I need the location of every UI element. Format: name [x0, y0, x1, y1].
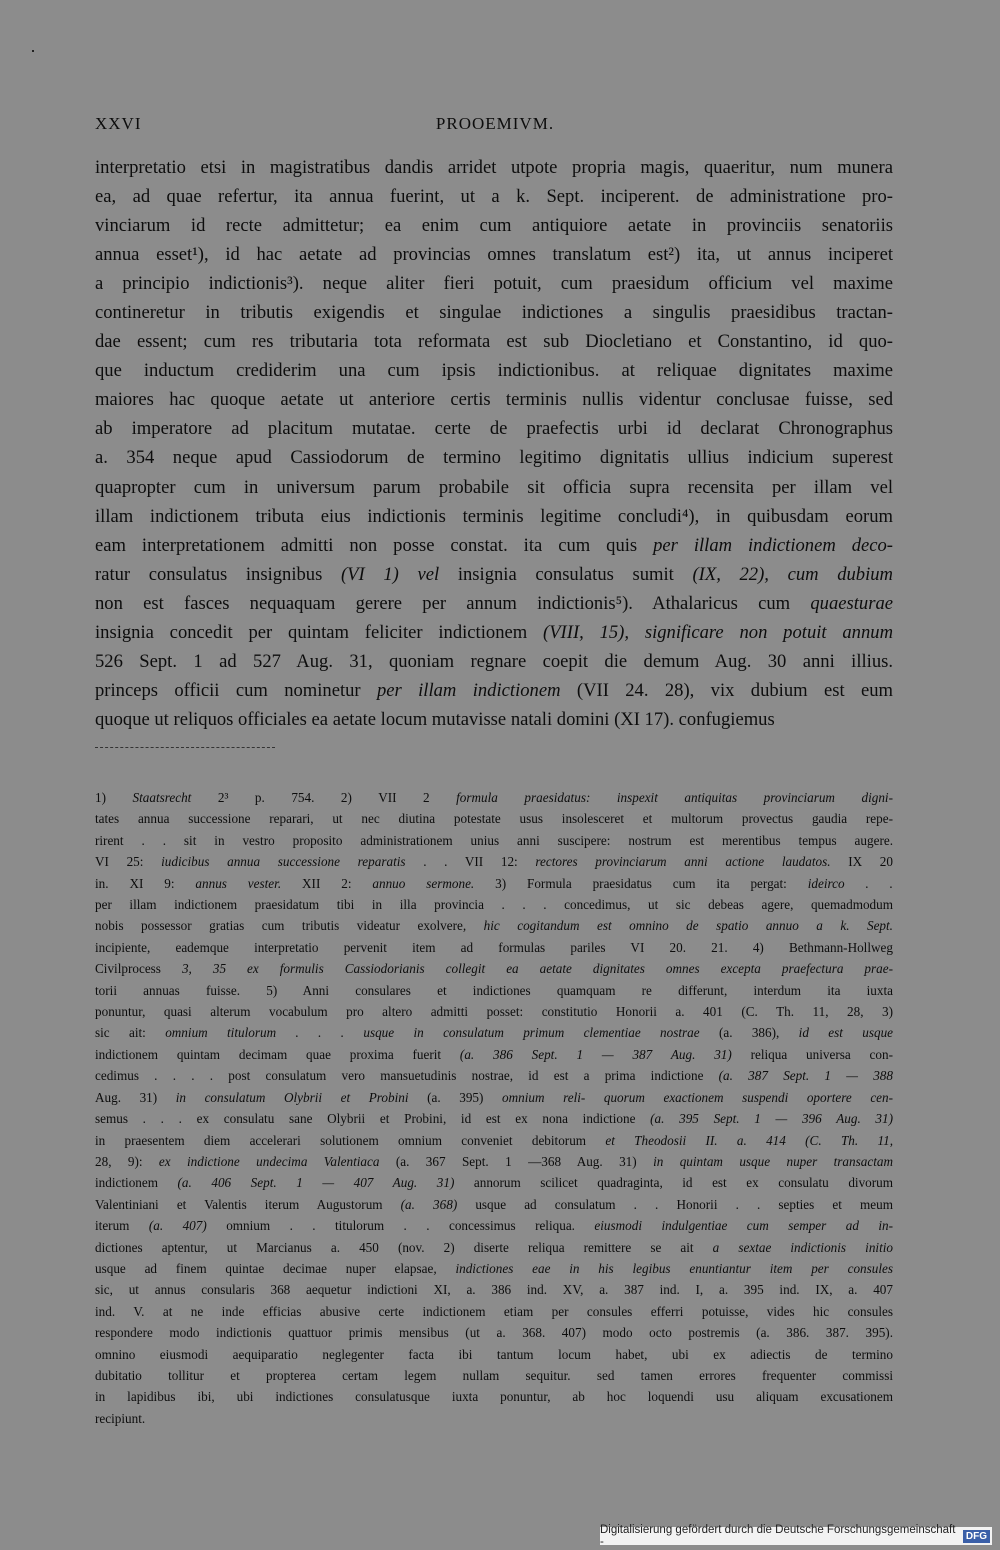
- text-segment: interpretatio etsi in magistratibus dandis arridet utpote propria magis, quaeritur, num munera: [95, 157, 893, 178]
- italic-segment: ideirco . .: [807, 875, 893, 891]
- italic-segment: et Theodosii II. a. 414 (C. Th. 11,: [586, 1132, 893, 1148]
- text-line: [95, 473, 893, 502]
- text-segment: maiores hac quoque aetate ut anteriore certis terminis nullis videntur conclusae fuisse, sed: [95, 389, 893, 411]
- italic-segment: in consulatum Olybrii et Probini: [175, 1089, 409, 1105]
- text-segment: in. XI 9:: [95, 875, 196, 891]
- text-segment: reliqua universa con-: [750, 1046, 893, 1062]
- text-line: [95, 356, 893, 385]
- text-segment: dubitatio tollitur et propterea certam legem nullam sequitur. sed tamen errores frequenter commissi: [95, 1367, 893, 1383]
- italic-segment: eiusmodi indulgentiae cum semper ad in-: [574, 1218, 893, 1234]
- text-segment: usque ad consulatum . . Honorii . . septies et meum: [475, 1196, 893, 1212]
- text-segment: XII 2:: [281, 875, 373, 891]
- main-text: [95, 153, 893, 734]
- text-segment: indictionem: [95, 1175, 158, 1191]
- italic-segment: per illam indictionem: [376, 679, 561, 701]
- text-segment: Valentiniani et Valentis iterum Augustorum: [95, 1196, 383, 1212]
- text-segment: insignia consulatus sumit: [457, 563, 674, 585]
- footnote-line: [95, 1215, 893, 1236]
- text-segment: ind. V. at ne inde efficias abusive certe indictionem etiam per consules efferri potuisse, vides hic consules: [95, 1303, 893, 1319]
- text-segment: vinciarum id recte admittetur; ea enim cum antiquiore aetate in provinciis senatoriis: [95, 215, 893, 237]
- text-segment: ratur consulatus insignibus: [95, 563, 323, 585]
- italic-segment: (VI 1) vel: [322, 563, 458, 585]
- italic-segment: rectores provinciarum anni actione laudatos.: [535, 854, 831, 870]
- italic-segment: id est usque: [798, 1025, 894, 1041]
- text-segment: usque ad finem quintae decimae nuper elapsae: [95, 1260, 434, 1276]
- text-segment: annorum scilicet quadraginta, id est ex consulatu divorum: [473, 1175, 894, 1191]
- text-segment: annua esset¹), id hac aetate ad provincias omnes translatum est²) ita, ut annus inciperet: [95, 244, 893, 266]
- footnote-line: [95, 915, 893, 936]
- footnote-line: [95, 1322, 893, 1343]
- text-segment: omnium . . titulorum . . concessimus reliqua.: [226, 1218, 575, 1234]
- footnote-line: [95, 1130, 893, 1151]
- text-segment: torii annuas fuisse. 5) Anni consulares et indictiones quamquam re differunt, interdum ita iuxta: [95, 982, 893, 998]
- text-segment: in praesentem diem accelerari solutionem omnium conveniet debitorum: [95, 1132, 587, 1148]
- italic-segment: iudicibus annua successione reparatis: [161, 854, 406, 870]
- text-line: [95, 153, 893, 182]
- italic-segment: (a. 368): [382, 1196, 476, 1212]
- footnote-line: [95, 1065, 893, 1086]
- page-number: XXVI: [95, 114, 142, 133]
- text-segment: ponuntur, quasi alterum vocabulum pro altero admitti posset: constitutio Honorii a. 401 (C. Th. 11, 28, 3): [95, 1004, 893, 1020]
- text-segment: 3) Formula praesidatus cum ita pergat:: [474, 875, 808, 891]
- text-line: [95, 676, 893, 705]
- scan-speck: [32, 50, 34, 52]
- italic-segment: annuo sermone.: [372, 875, 475, 891]
- footnote-line: [95, 958, 893, 979]
- footnote-line: [95, 1172, 893, 1193]
- text-segment: recipiunt.: [95, 1410, 146, 1426]
- text-segment: sic, ut annus consularis 368 aequetur indictioni XI, a. 386 ind. XV, a. 387 ind. I, a. 395 ind. IX, a. 407: [95, 1282, 893, 1298]
- italic-segment: in quintam usque nuper transactam: [653, 1153, 893, 1169]
- text-line: [95, 211, 893, 240]
- text-line: [95, 327, 893, 356]
- text-line: [95, 298, 893, 327]
- footnote-line: [95, 1108, 893, 1129]
- italic-segment: annus vester.: [195, 875, 282, 891]
- italic-segment: (a. 387 Sept. 1 — 388: [703, 1068, 893, 1084]
- text-segment: indictionem quintam decimam quae proxima fuerit: [95, 1046, 442, 1062]
- text-segment: quoque ut reliquos officiales ea aetate locum mutavisse natali domini (XI 17). confugiemus: [95, 708, 775, 730]
- italic-segment: 3, 35 ex formulis Cassiodorianis collegit ea aetate dignitates omnes excepta praefectura prae-: [160, 961, 893, 977]
- footnote-line: [95, 1408, 893, 1429]
- italic-segment: , indictiones eae in his legibus enuntiantur item per consules: [433, 1260, 894, 1276]
- text-segment: Civilprocess: [95, 961, 161, 977]
- running-title: PROOEMIVM.: [435, 114, 555, 133]
- footnotes: [95, 787, 893, 1429]
- italic-segment: ex indictione undecima Valentiaca: [158, 1153, 380, 1169]
- text-segment: semus . . . ex consulatu sane Olybrii et Probini, id est ex nona indictione: [95, 1111, 636, 1127]
- italic-segment: omnium reli- quorum exactionem suspendi oportere cen-: [502, 1089, 894, 1105]
- italic-segment: per illam indictionem deco-: [653, 534, 893, 556]
- footnote-line: [95, 1301, 893, 1322]
- italic-segment: omnium titulorum . . . usque in consulatum primum clementiae nostrae: [165, 1025, 700, 1041]
- text-segment: cedimus . . . . post consulatum vero mansuetudinis nostrae, id est a prima indictione: [95, 1068, 704, 1084]
- footnote-line: [95, 1258, 893, 1279]
- footnote-separator: [95, 747, 275, 748]
- footnote-line: [95, 1386, 893, 1407]
- credit-text: Digitalisierung gefördert durch die Deutsche Forschungsgemeinschaft -: [600, 1524, 956, 1548]
- text-segment: illam indictionem tributa eius indictionis terminis legitime concludi⁴), in quibusdam eorum: [95, 505, 893, 527]
- text-segment: in lapidibus ibi, ubi indictiones consulatusque iuxta ponuntur, ab hoc loquendi usu aliquam excusationem: [95, 1389, 893, 1405]
- text-segment: (a. 367 Sept. 1 —368 Aug. 31): [379, 1153, 654, 1169]
- text-segment: eam interpretationem admitti non posse constat. ita cum quis: [95, 534, 654, 556]
- italic-segment: quaesturae: [810, 592, 893, 614]
- text-line: [95, 240, 893, 269]
- text-segment: a. 354 neque apud Cassiodorum de termino legitimo dignitatis ullius indicium superest: [95, 447, 893, 469]
- footnote-line: [95, 1237, 893, 1258]
- italic-segment: (a. 386 Sept. 1 — 387 Aug. 31): [441, 1046, 751, 1062]
- digitization-credit-bar: [600, 1524, 992, 1548]
- text-line: [95, 560, 893, 589]
- footnote-line: [95, 1365, 893, 1386]
- footnote-line: [95, 787, 893, 808]
- text-segment: (a. 386),: [699, 1025, 799, 1041]
- text-line: [95, 705, 893, 734]
- italic-segment: (a. 407): [129, 1218, 227, 1234]
- footnote-line: [95, 1344, 893, 1365]
- text-segment: non est fasces nequaquam gerere per annum indictionis⁵). Athalaricus cum: [95, 592, 811, 614]
- footnote-line: [95, 873, 893, 894]
- text-line: [95, 269, 893, 298]
- text-segment: IX 20: [830, 854, 893, 870]
- footnote-line: [95, 830, 893, 851]
- text-segment: omnino eiusmodi aequiparatio neglegenter facta ibi tantum locum habet, ubi ex adiectis de termino: [95, 1346, 893, 1362]
- footnote-line: [95, 1001, 893, 1022]
- text-line: [95, 502, 893, 531]
- text-segment: quapropter cum in universum parum probabile sit officia supra recensita per illam vel: [95, 476, 893, 498]
- text-segment: Aug. 31): [95, 1089, 176, 1105]
- text-segment: ea, ad quae refertur, ita annua fuerint, ut a k. Sept. inciperent. de administratione pro-: [95, 186, 893, 208]
- footnote-line: [95, 1044, 893, 1065]
- text-segment: nobis possessor gratias cum tributis videatur exolvere: [95, 918, 463, 934]
- italic-segment: (a. 395 Sept. 1 — 396 Aug. 31): [635, 1111, 894, 1127]
- text-segment: (a. 395): [408, 1089, 502, 1105]
- text-segment: ab imperatore ad placitum mutatae. certe de praefectis urbi id declarat Chronographus: [95, 418, 893, 440]
- text-segment: sic ait:: [95, 1025, 166, 1041]
- text-segment: (VII 24. 28), vix dubium est eum: [560, 679, 893, 701]
- text-line: [95, 443, 893, 472]
- footnote-line: [95, 1194, 893, 1215]
- text-segment: VI 25:: [95, 854, 162, 870]
- footnote-line: [95, 851, 893, 872]
- italic-segment: (a. 406 Sept. 1 — 407 Aug. 31): [158, 1175, 474, 1191]
- text-line: [95, 531, 893, 560]
- text-segment: incipiente, eademque interpretatio pervenit item ad formulas pariles VI 20. 21. 4) Bethmann-Hollweg: [95, 939, 893, 955]
- italic-segment: (VIII, 15), significare non potuit annum: [527, 621, 893, 643]
- text-segment: 526 Sept. 1 ad 527 Aug. 31, quoniam regnare coepit die demum Aug. 30 anni illius.: [95, 650, 893, 672]
- footnote-line: [95, 808, 893, 829]
- footnote-line: [95, 1279, 893, 1300]
- text-segment: 1): [95, 790, 133, 805]
- text-segment: 2³ p. 754. 2) VII 2: [191, 790, 457, 805]
- text-segment: tates annua successione reparari, ut nec diutina potestate usus insolesceret et multorum provectus gaudia repe-: [95, 811, 893, 827]
- text-segment: per illam indictionem praesidatum tibi in illa provincia . . . concedimus, ut sic debeas agere, quemadmodum: [95, 897, 893, 913]
- text-line: [95, 589, 893, 618]
- text-line: [95, 385, 893, 414]
- italic-segment: (IX, 22), cum dubium: [673, 563, 893, 585]
- text-segment: dictiones aptentur, ut Marcianus a. 450 (nov. 2) diserte reliqua remittere se ait: [95, 1239, 713, 1255]
- text-line: [95, 618, 893, 647]
- text-segment: dae essent; cum res tributaria tota reformata est sub Diocletiano et Constantino, id quo-: [95, 331, 893, 353]
- footnote-line: [95, 980, 893, 1001]
- footnote-line: [95, 894, 893, 915]
- text-segment: que inductum crediderim una cum ipsis indictionibus. at reliquae dignitates maxime: [95, 360, 893, 382]
- text-line: [95, 647, 893, 676]
- page-header: [95, 114, 895, 138]
- text-segment: . . VII 12:: [405, 854, 536, 870]
- text-line: [95, 182, 893, 211]
- text-line: [95, 414, 893, 443]
- text-segment: insignia concedit per quintam feliciter indictionem: [95, 621, 528, 643]
- text-segment: princeps officii cum nominetur: [95, 679, 377, 701]
- italic-segment: a sextae indictionis initio: [712, 1239, 893, 1255]
- text-segment: iterum: [95, 1218, 130, 1234]
- text-segment: respondere modo indictionis quattuor primis mensibus (ut a. 368. 407) modo octo postremis (a. 386. 387. 395).: [95, 1325, 893, 1341]
- footnote-line: [95, 1087, 893, 1108]
- italic-segment: , hic cogitandum est omnino de spatio annuo a k. Sept.: [462, 918, 893, 934]
- footnote-line: [95, 1022, 893, 1043]
- dfg-logo: DFG: [963, 1530, 990, 1543]
- text-segment: rirent . . sit in vestro proposito administrationem unius anni suscipere: nostrum est merentibus tempus augere.: [95, 832, 893, 848]
- footnote-line: [95, 937, 893, 958]
- italic-segment: formula praesidatus: inspexit antiquitas provinciarum digni-: [456, 790, 893, 805]
- text-segment: a principio indictionis³). neque aliter fieri potuit, cum praesidum officium vel maxime: [95, 273, 893, 295]
- italic-segment: Staatsrecht: [132, 790, 192, 805]
- text-segment: 28, 9):: [95, 1153, 159, 1169]
- footnote-line: [95, 1151, 893, 1172]
- text-segment: contineretur in tributis exigendis et singulae indictiones a singulis praesidibus tractan-: [95, 302, 893, 324]
